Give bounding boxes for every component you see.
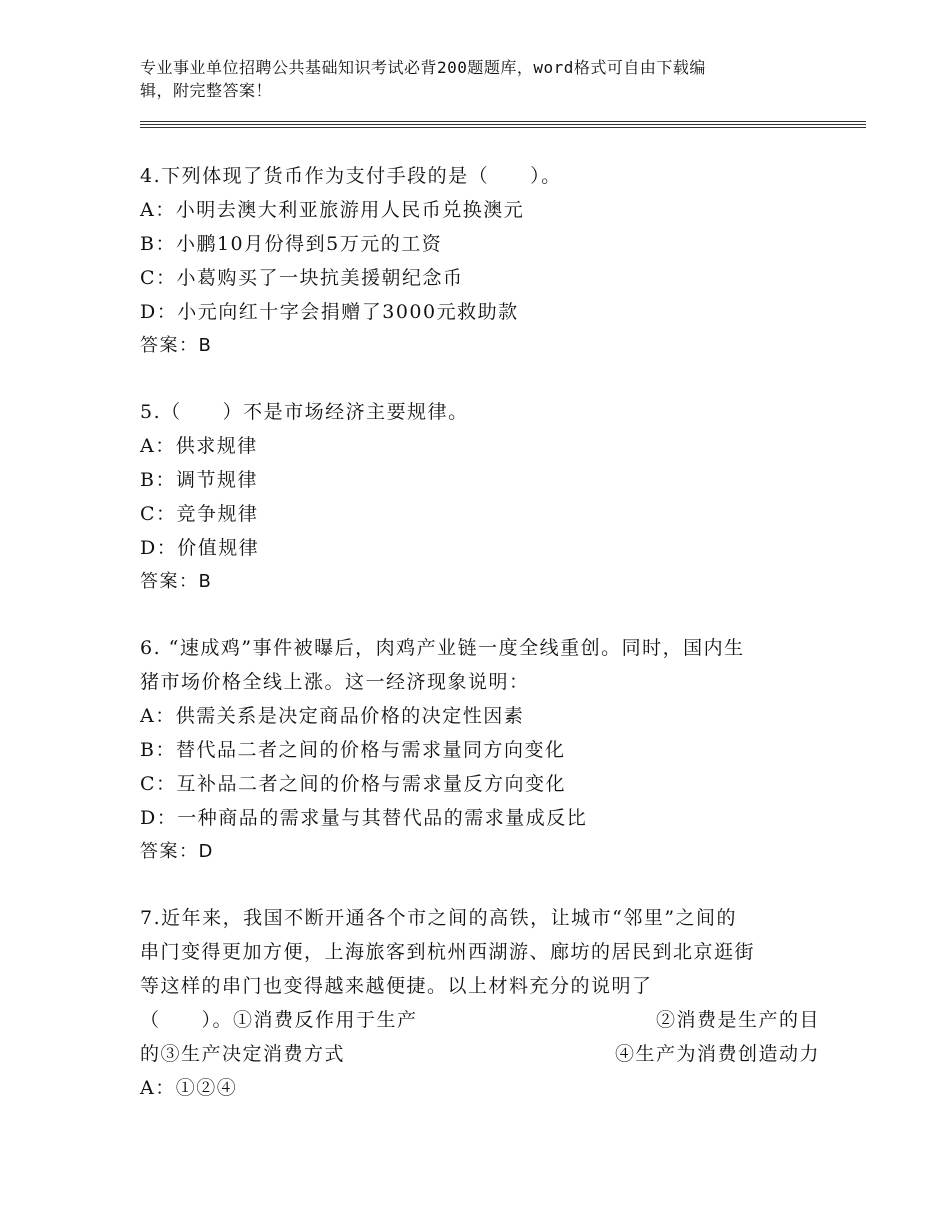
option-c: C：互补品二者之间的价格与需求量反方向变化	[140, 773, 567, 795]
option-b: B：替代品二者之间的价格与需求量同方向变化	[140, 739, 566, 761]
question-list	[140, 159, 820, 1137]
header-divider-line	[140, 127, 866, 128]
question-stem: 5.（ ）不是市场经济主要规律。	[140, 401, 469, 423]
question-stem: 等这样的串门也变得越来越便捷。以上材料充分的说明了	[140, 975, 653, 997]
header-line-1: 专业事业单位招聘公共基础知识考试必背200题题库，word格式可自由下载编	[140, 58, 706, 77]
option-b: B：小鹏10月份得到5万元的工资	[140, 233, 443, 255]
question-6	[140, 631, 820, 869]
statement-left: 的③生产决定消费方式	[140, 1043, 346, 1065]
option-d: D：价值规律	[140, 537, 260, 559]
question-stem: 6. “速成鸡”事件被曝后，肉鸡产业链一度全线重创。同时，国内生	[140, 637, 745, 659]
question-stem: 4.下列体现了货币作为支付手段的是（ ）。	[140, 165, 562, 187]
question-7	[140, 901, 820, 1105]
answer: 答案：B	[140, 335, 213, 356]
statement-row	[140, 1037, 820, 1071]
statement-row	[140, 1003, 820, 1037]
statement-left: （ ）。①消费反作用于生产	[140, 1009, 418, 1031]
option-c: C：竞争规律	[140, 503, 259, 525]
option-a: A：①②④	[140, 1077, 238, 1099]
option-a: A：供需关系是决定商品价格的决定性因素	[140, 705, 525, 727]
statement-right: ②消费是生产的目	[655, 1009, 820, 1031]
option-d: D：一种商品的需求量与其替代品的需求量成反比	[140, 807, 588, 829]
option-a: A：小明去澳大利亚旅游用人民币兑换澳元	[140, 199, 525, 221]
option-d: D：小元向红十字会捐赠了3000元救助款	[140, 301, 519, 323]
header-divider-line	[140, 124, 866, 125]
question-5	[140, 395, 820, 599]
answer: 答案：D	[140, 841, 214, 862]
question-4	[140, 159, 820, 363]
document-header	[140, 56, 790, 102]
answer: 答案：B	[140, 571, 213, 592]
question-stem: 7.近年来，我国不断开通各个市之间的高铁，让城市“邻里”之间的	[140, 907, 738, 929]
header-divider-line	[140, 121, 866, 122]
question-stem: 猪市场价格全线上涨。这一经济现象说明：	[140, 671, 530, 693]
header-line-2: 辑，附完整答案！	[140, 81, 273, 100]
option-b: B：调节规律	[140, 469, 258, 491]
option-a: A：供求规律	[140, 435, 258, 457]
question-stem: 串门变得更加方便，上海旅客到杭州西湖游、廊坊的居民到北京逛街	[140, 941, 756, 963]
option-c: C：小葛购买了一块抗美援朝纪念币	[140, 267, 464, 289]
statement-right: ④生产为消费创造动力	[614, 1043, 820, 1065]
